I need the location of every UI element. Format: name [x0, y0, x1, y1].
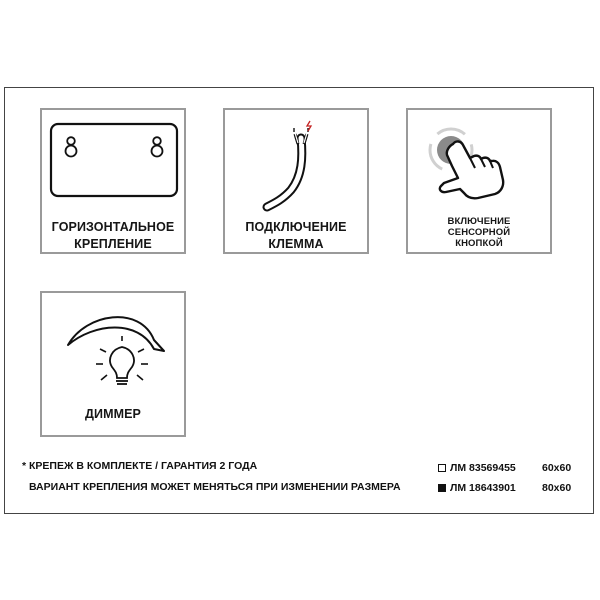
card-label-line: ПОДКЛЮЧЕНИЕ — [245, 220, 347, 234]
article-size: 80x60 — [542, 482, 572, 494]
article-size: 60x60 — [542, 462, 572, 474]
article-code: ЛМ 83569455 — [450, 462, 516, 474]
card-label — [42, 406, 184, 423]
card-label-line: КРЕПЛЕНИЕ — [74, 237, 152, 251]
card-label-line: КНОПКОЙ — [455, 238, 503, 249]
article-row — [438, 462, 516, 474]
card-label-line: КЛЕММА — [268, 237, 324, 251]
card-label — [42, 219, 184, 253]
article-code: ЛМ 18643901 — [450, 482, 516, 494]
light-bulb-icon — [96, 336, 148, 384]
note-mounting-variant: ВАРИАНТ КРЕПЛЕНИЯ МОЖЕТ МЕНЯТЬСЯ ПРИ ИЗМЕНЕНИИ РАЗМЕРА — [29, 481, 401, 493]
card-label-line: ВКЛЮЧЕНИЕ — [447, 216, 511, 227]
checkbox-empty-icon — [438, 464, 446, 472]
article-row — [438, 482, 516, 494]
card-horizontal-mounting — [40, 108, 186, 254]
card-label-line: СЕНСОРНОЙ — [447, 227, 511, 238]
card-touch-switch — [406, 108, 552, 254]
card-label-line: ГОРИЗОНТАЛЬНОЕ — [51, 220, 175, 234]
card-label — [408, 216, 550, 249]
card-dimmer — [40, 291, 186, 437]
note-fastening-warranty: * КРЕПЕЖ В КОМПЛЕКТЕ / ГАРАНТИЯ 2 ГОДА — [22, 460, 258, 472]
checkbox-filled-icon — [438, 484, 446, 492]
card-label — [225, 219, 367, 253]
card-terminal-connection — [223, 108, 369, 254]
card-label-line: ДИММЕР — [85, 407, 141, 421]
